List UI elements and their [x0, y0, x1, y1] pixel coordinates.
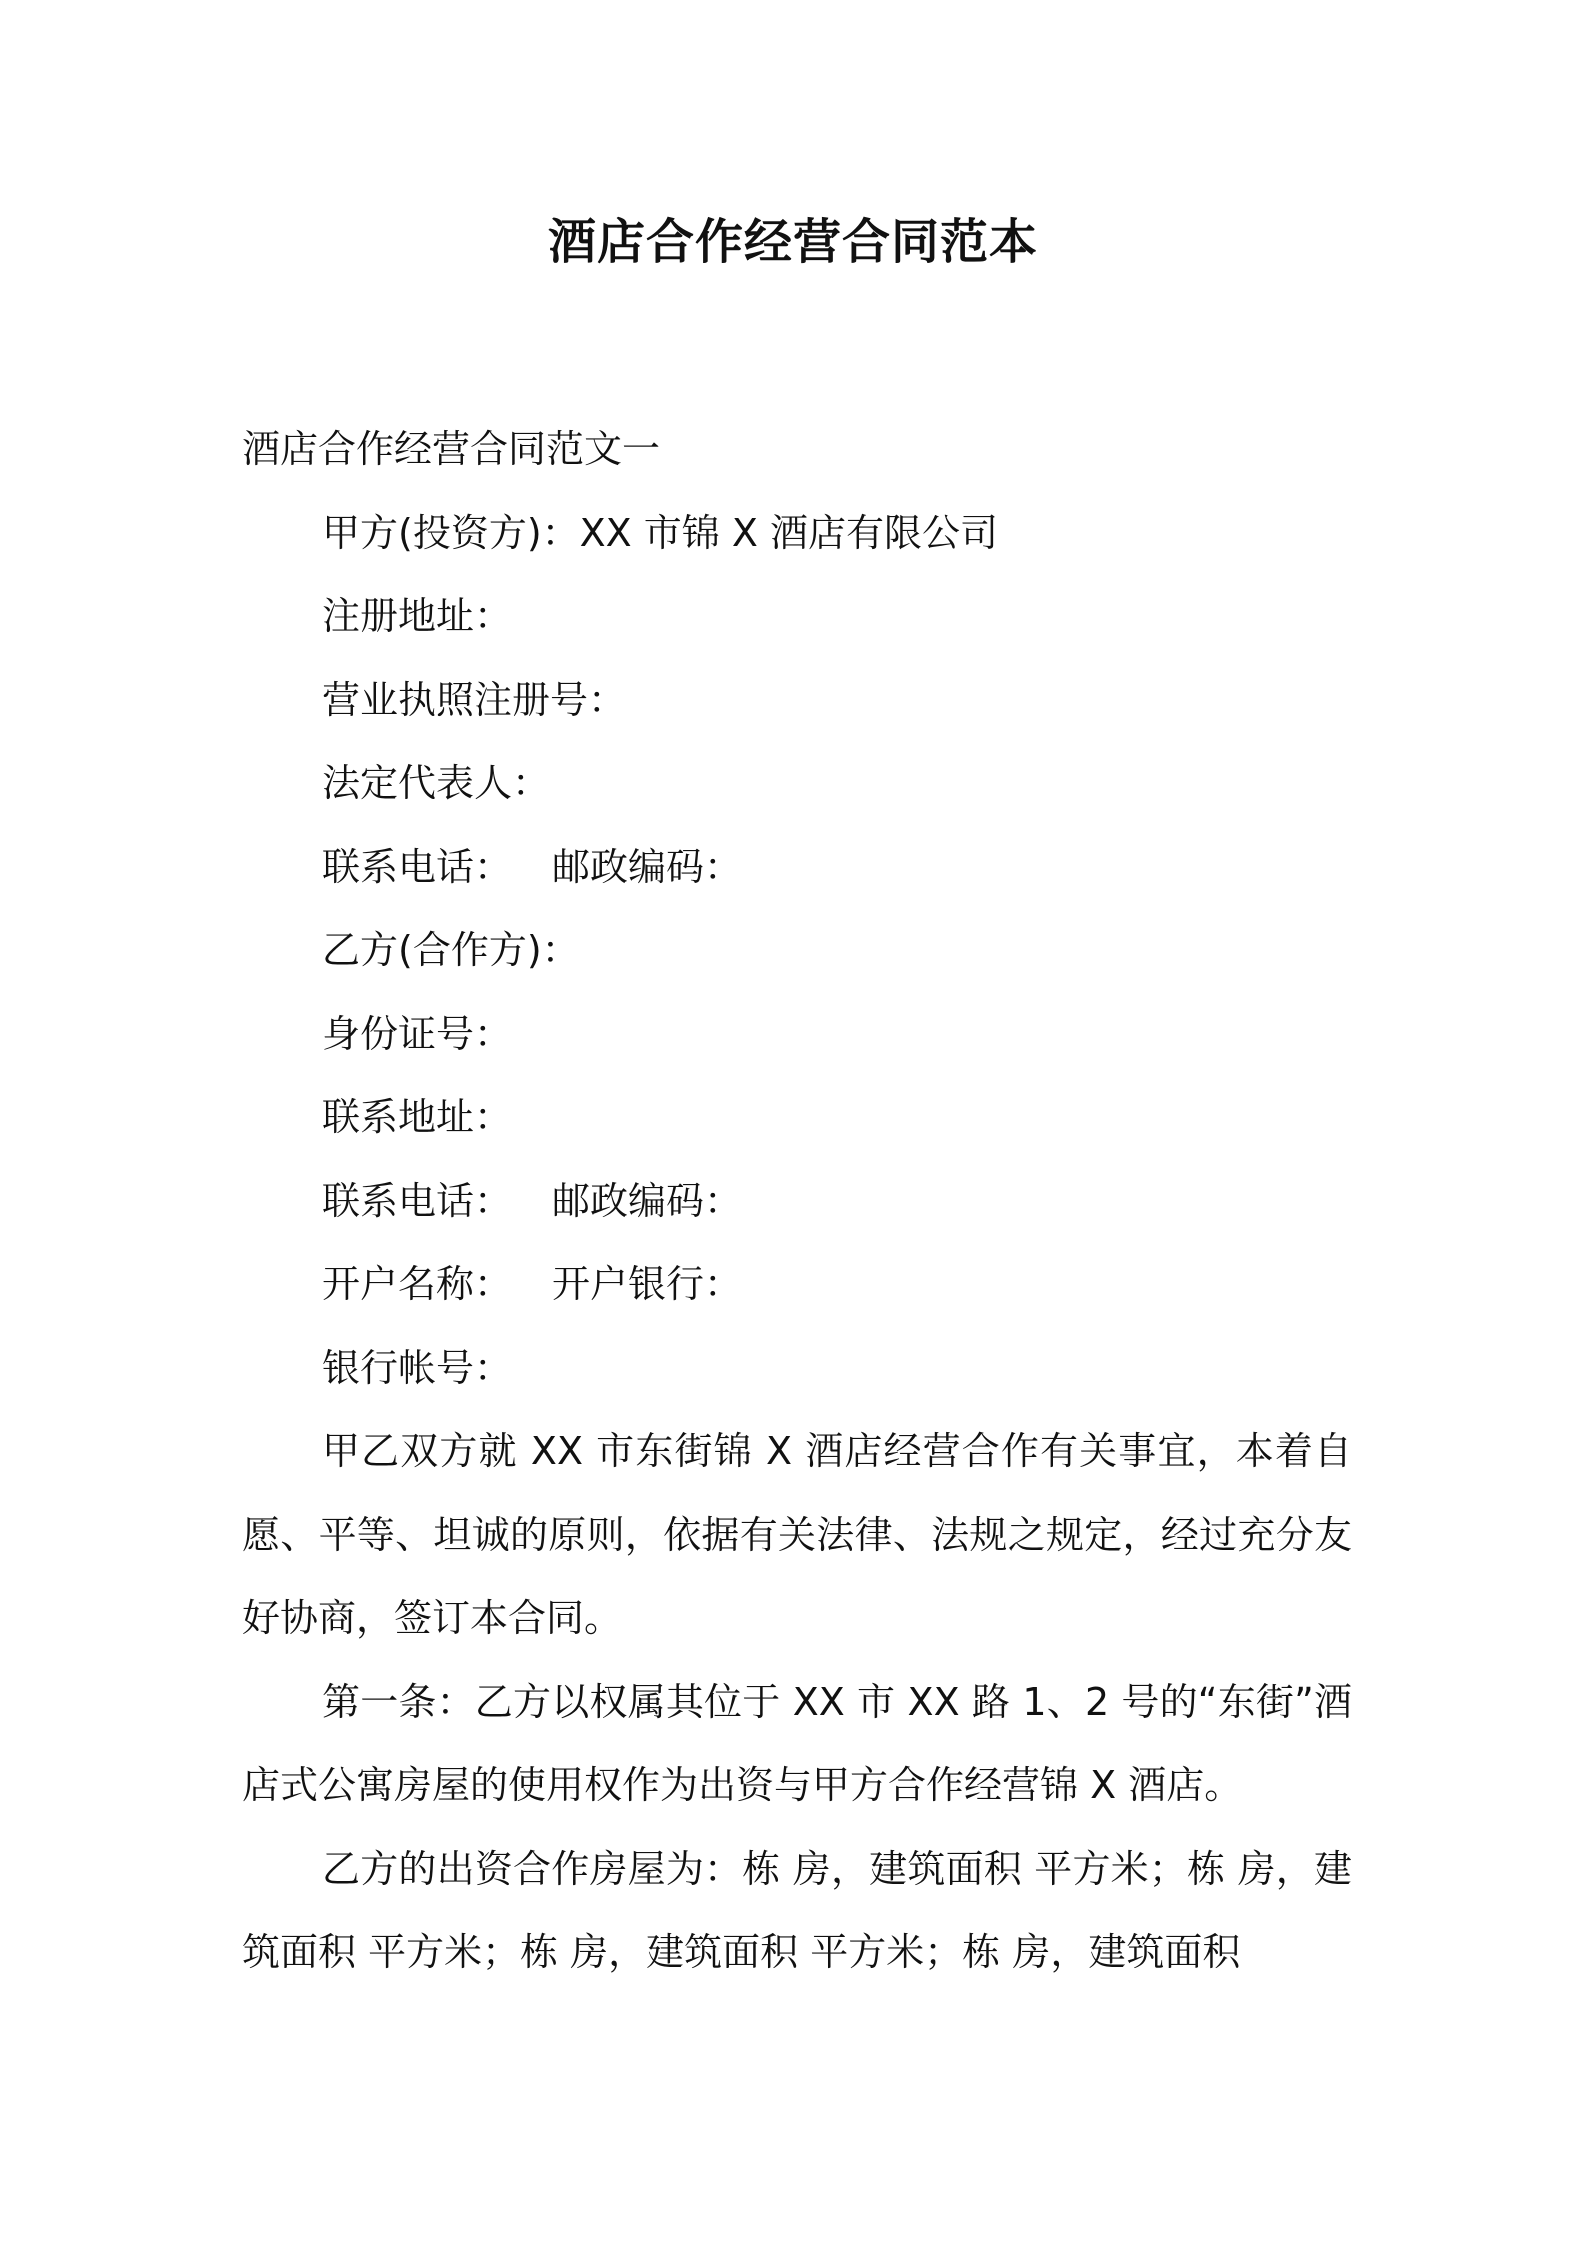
- party-b-id-number: 身份证号：: [322, 1011, 513, 1056]
- intro-paragraph: 甲乙双方就 XX 市东街锦 X 酒店经营合作有关事宜，本着自愿、平等、坦诚的原则，依据有关法律、法规之规定，经过充分友好协商，签订本合同。: [242, 1429, 1352, 1640]
- document-body: [242, 408, 1352, 1995]
- party-b-bank-row: [242, 1243, 1352, 1327]
- article-one-paragraph: 第一条：乙方以权属其位于 XX 市 XX 路 1、2 号的“东街”酒店式公寓房屋的使用权作为出资与甲方合作经营锦 X 酒店。: [242, 1679, 1352, 1807]
- party-a-phone: 联系电话：: [322, 844, 513, 889]
- party-b-bank: 开户银行：: [552, 1262, 743, 1306]
- party-b-account-number: 银行帐号：: [322, 1345, 513, 1390]
- party-a-postcode: 邮政编码：: [552, 844, 743, 889]
- party-b-name: 乙方(合作方)：: [322, 928, 580, 972]
- party-a-address: 注册地址：: [322, 594, 513, 638]
- party-b-contact-row: [242, 1160, 1352, 1244]
- party-b-postcode: 邮政编码：: [552, 1178, 743, 1223]
- document-title: 酒店合作经营合同范本: [547, 214, 1038, 270]
- party-a-contact-row: [242, 826, 1352, 910]
- contribution-paragraph: 乙方的出资合作房屋为：栋 房，建筑面积 平方米；栋 房，建筑面积 平方米；栋 房，建筑面积 平方米；栋 房，建筑面积: [242, 1846, 1352, 1974]
- party-a-license: 营业执照注册号：: [322, 677, 627, 722]
- party-b-address: 联系地址：: [322, 1095, 513, 1139]
- party-a-representative: 法定代表人：: [322, 761, 551, 805]
- party-b-phone: 联系电话：: [322, 1178, 513, 1223]
- party-b-account-name: 开户名称：: [322, 1262, 513, 1306]
- section-heading: 酒店合作经营合同范文一: [242, 427, 661, 471]
- party-a-name: 甲方(投资方)：XX 市锦 X 酒店有限公司: [322, 510, 998, 555]
